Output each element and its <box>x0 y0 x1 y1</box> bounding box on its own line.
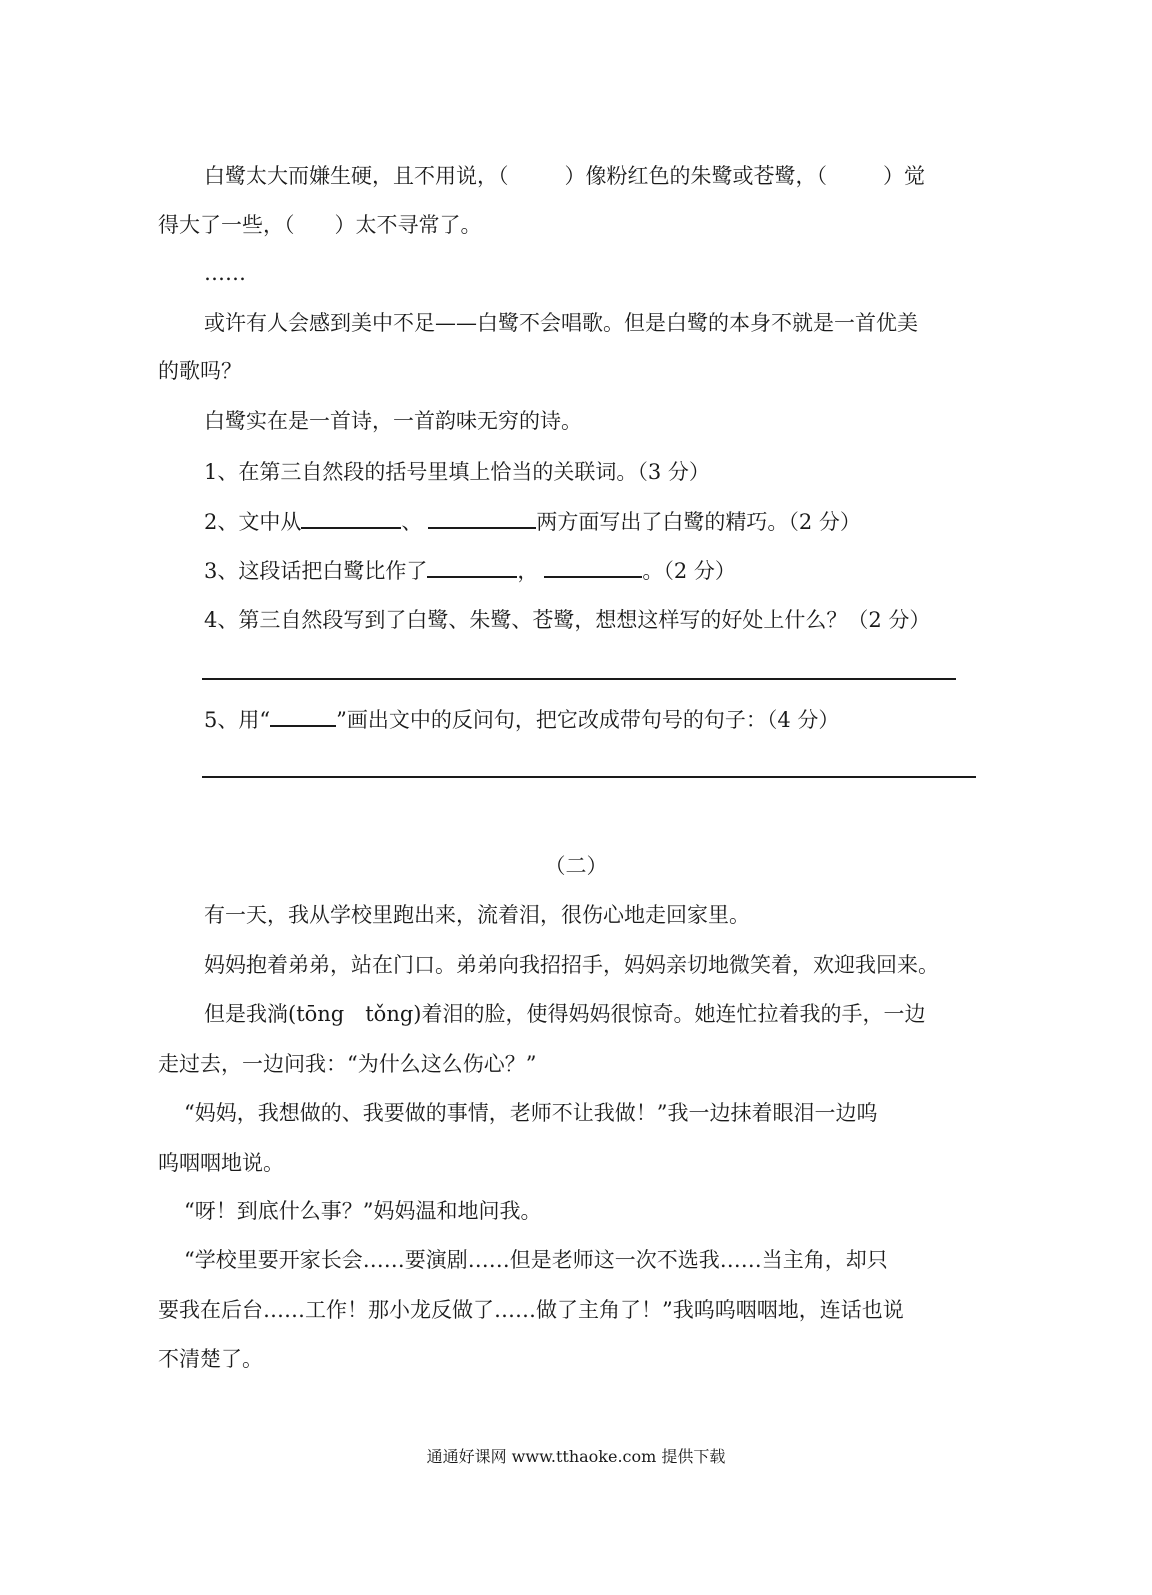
text-segment: ）像粉红色的朱鹭或苍鹭，（ <box>564 164 827 188</box>
s2-paragraph-4-line-1: “妈妈，我想做的、我要做的事情，老师不让我做！”我一边抹着眼泪一边呜 <box>184 1101 878 1125</box>
text-segment: 两方面写出了白鹭的精巧。（2 分） <box>536 510 861 534</box>
paragraph-3-line-2 <box>158 211 482 239</box>
s2-paragraph-5: “呀！到底什么事？”妈妈温和地问我。 <box>184 1199 542 1223</box>
answer-blank-3a[interactable] <box>427 556 517 578</box>
question-3 <box>204 556 736 585</box>
s2-paragraph-1: 有一天，我从学校里跑出来，流着泪，很伤心地走回家里。 <box>204 903 750 927</box>
question-5 <box>204 705 839 734</box>
paragraph-4-line-2: 的歌吗？ <box>158 359 242 383</box>
paragraph-3-line-1 <box>204 162 925 190</box>
section-2-heading: （二） <box>544 854 608 878</box>
question-1: 1、在第三自然段的括号里填上恰当的关联词。（3 分） <box>204 460 710 484</box>
s2-paragraph-6-line-2: 要我在后台……工作！那小龙反做了……做了主角了！”我呜呜咽咽地，连话也说 <box>158 1298 904 1322</box>
text-segment: ）觉 <box>883 164 925 188</box>
text-segment: 白鹭太大而嫌生硬，且不用说，（ <box>204 164 509 188</box>
paragraph-4-line-1: 或许有人会感到美中不足——白鹭不会唱歌。但是白鹭的本身不就是一首优美 <box>204 311 918 335</box>
s2-paragraph-2: 妈妈抱着弟弟，站在门口。弟弟向我招招手，妈妈亲切地微笑着，欢迎我回来。 <box>204 953 939 977</box>
text-segment: 5、用“ <box>204 708 271 732</box>
paragraph-5: 白鹭实在是一首诗，一首韵味无穷的诗。 <box>204 409 582 433</box>
s2-paragraph-4-line-2: 呜咽咽地说。 <box>158 1151 284 1175</box>
answer-blank-3b[interactable] <box>544 556 642 578</box>
text-segment: 。（2 分） <box>642 559 736 583</box>
text-segment: 3、这段话把白鹭比作了 <box>204 559 428 583</box>
answer-blank-2b[interactable] <box>428 507 536 529</box>
s2-paragraph-6-line-3: 不清楚了。 <box>158 1347 263 1371</box>
s2-paragraph-3-line-2: 走过去，一边问我：“为什么这么伤心？” <box>158 1052 537 1076</box>
page-footer: 通通好课网 www.tthaoke.com 提供下载 <box>426 1447 726 1466</box>
text-segment: 得大了一些，（ <box>158 213 295 237</box>
ellipsis-line: …… <box>204 261 246 285</box>
answer-blank-2a[interactable] <box>301 507 401 529</box>
text-segment: 2、文中从 <box>204 510 302 534</box>
question-4: 4、第三自然段写到了白鹭、朱鹭、苍鹭，想想这样写的好处上什么？（2 分） <box>204 608 931 632</box>
s2-paragraph-3-line-1: 但是我淌(tōng tǒng)着泪的脸，使得妈妈很惊奇。她连忙拉着我的手，一边 <box>204 1002 926 1026</box>
text-segment: ”画出文中的反问句，把它改成带句号的句子：（4 分） <box>336 708 840 732</box>
question-2 <box>204 507 861 536</box>
s2-paragraph-6-line-1: “学校里要开家长会……要演剧……但是老师这一次不选我……当主角，却只 <box>184 1248 888 1272</box>
underline-sample <box>270 705 336 727</box>
text-segment: ）太不寻常了。 <box>334 213 482 237</box>
text-segment: ， <box>517 559 539 583</box>
answer-line-5[interactable] <box>202 776 976 778</box>
answer-line-4[interactable] <box>202 678 956 680</box>
text-segment: 、 <box>401 510 423 534</box>
